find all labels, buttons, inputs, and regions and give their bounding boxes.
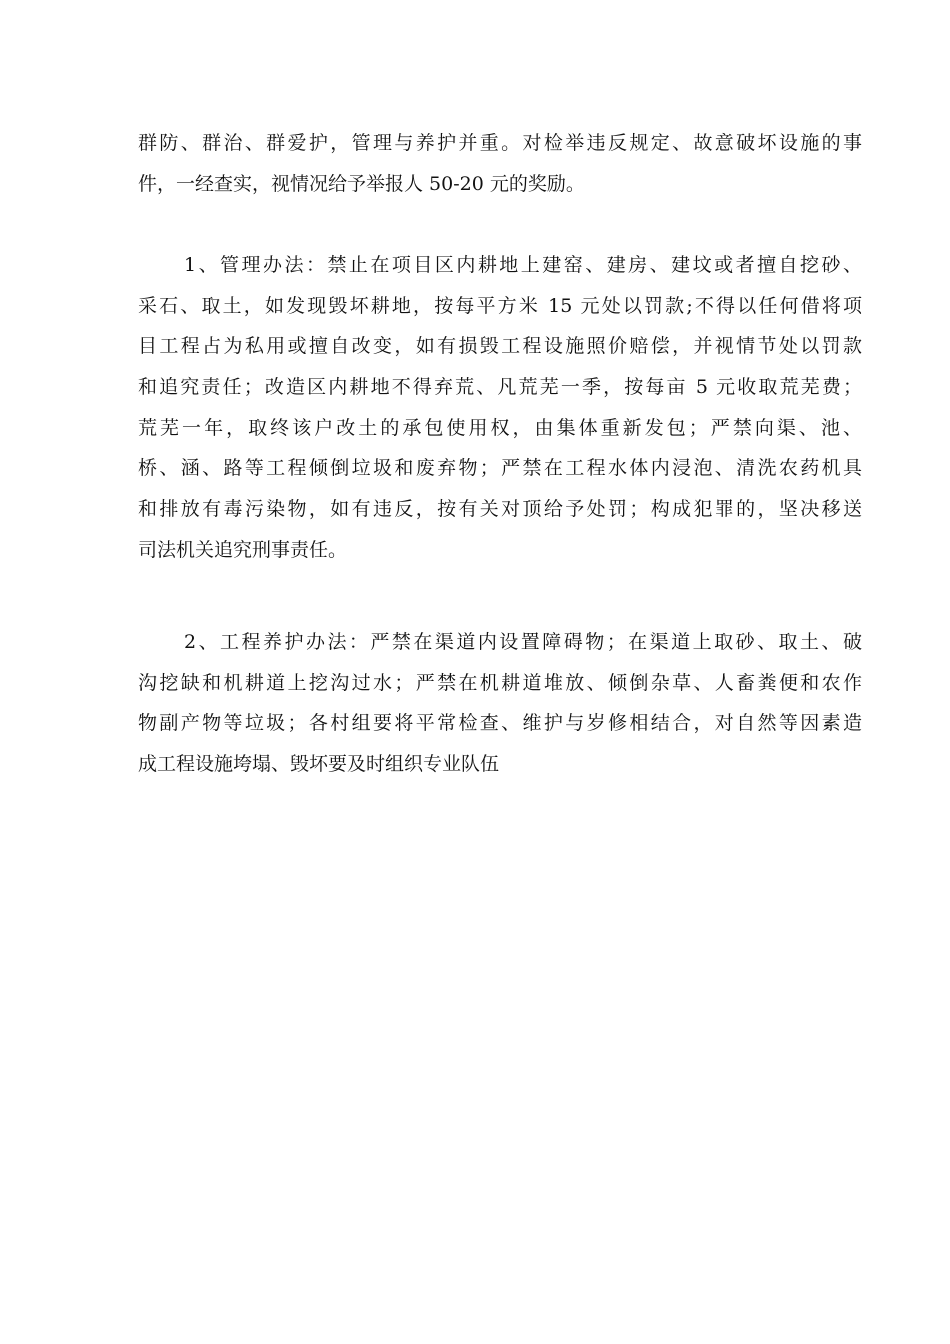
text-line: 和排放有毒污染物，如有违反，按有关对顶给予处罚；构成犯罪的，坚决移送: [138, 498, 862, 521]
text-line: 司法机关追究刑事责任。: [138, 538, 348, 561]
text-line: 成工程设施垮塌、毁坏要及时组织专业队伍: [138, 753, 500, 776]
text-line: 荒芜一年，取终该户改土的承包使用权，由集体重新发包；严禁向渠、池、: [138, 416, 862, 439]
text-line: 2、工程养护办法：严禁在渠道内设置障碍物；在渠道上取砂、取土、破: [184, 631, 862, 653]
text-line: 群防、群治、群爱护，管理与养护并重。对检举违反规定、故意破坏设施的事: [138, 132, 862, 154]
paragraph-management-measures: [138, 245, 862, 571]
text-line: 物副产物等垃圾；各村组要将平常检查、维护与岁修相结合，对自然等因素造: [138, 712, 862, 735]
text-line: 桥、涵、路等工程倾倒垃圾和废弃物；严禁在工程水体内浸泡、清洗农药机具: [138, 457, 862, 480]
text-line: 沟挖缺和机耕道上挖沟过水；严禁在机耕道堆放、倾倒杂草、人畜粪便和农作: [138, 671, 862, 694]
paragraph-reward: [138, 123, 862, 204]
text-line: 采石、取土，如发现毁坏耕地，按每平方米 15 元处以罚款;不得以任何借将项: [138, 294, 862, 317]
text-line: 1、管理办法：禁止在项目区内耕地上建窑、建房、建坟或者擅自挖砂、: [184, 254, 862, 276]
text-line: 和追究责任；改造区内耕地不得弃荒、凡荒芜一季，按每亩 5 元收取荒芜费；: [138, 376, 862, 399]
text-line: 目工程占为私用或擅自改变，如有损毁工程设施照价赔偿，并视情节处以罚款: [138, 335, 862, 358]
paragraph-maintenance-measures: [138, 622, 862, 785]
text-line: 件，一经查实，视情况给予举报人 50-20 元的奖励。: [138, 172, 585, 195]
